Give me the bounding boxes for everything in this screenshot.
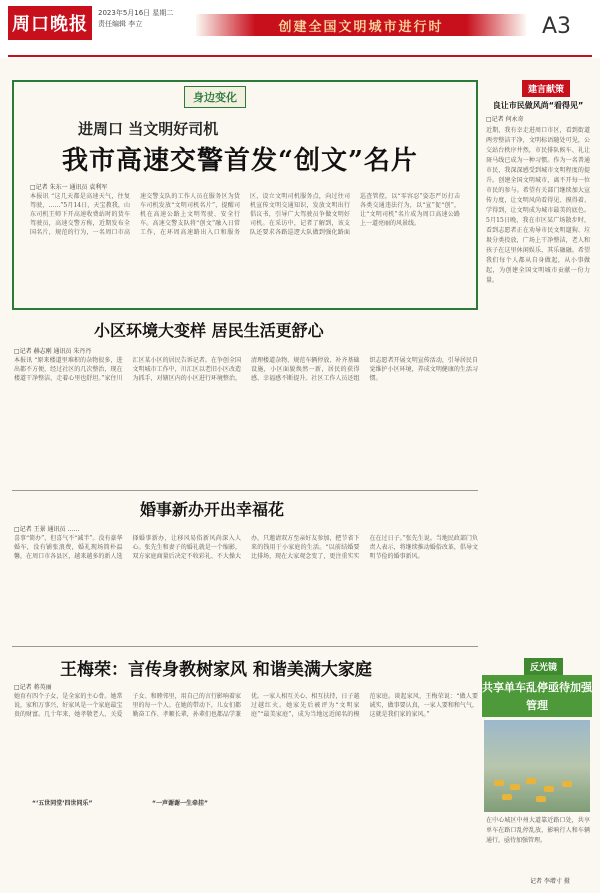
bike-icon bbox=[502, 794, 512, 800]
story4-body: 她育有四个子女，是全家的主心骨。她常说，家和万事兴，好家风是一个家庭最宝贵的财富。几十年来，她孝敬老人、关爱子女、和睦邻里，用自己的言行影响着家里的每一个人。在她的带动下，儿女们都勤奋工作、孝顺长辈，孙辈们也都品学兼优。一家人相互关心、相互扶持，日子越过越红火。她家先后被评为“文明家庭”“最美家庭”，成为当地远近闻名的模范家庭。谈起家风，王梅荣说：“做人要诚实，做事要认真，一家人要和和气气，这就是我们家的家风。” bbox=[14, 693, 478, 718]
main-story-body: 本报讯 “这几天都是高速天气，往复驾驶，……”5月14日，天宝教我，山东司机王师下开高速收费站时的货车驾驶员，高速交警方称，近期发布全国名片，规范的行为，一名周口市高速交警支队的工作人员在服务区为货车司机发放“文明司机名片”，提醒司机在高速公路上文明驾驶、安全行车。高速交警支队将“创文”融入日常工作，在环周高速路出入口和服务区，设立文明司机服务点，向过往司机宣传文明交通知识，发放文明出行倡议书，引导广大驾驶员争做文明好司机。在采访中，记者了解到，该支队还要求各路巡逻大队做到强化路面巡查管控，以“零容忍”姿态严厉打击各类交通违法行为，以“宣”促“创”，让“文明司机”名片成为周口高速公路上一道亮丽的风景线。 bbox=[30, 193, 460, 236]
feature-caption: 在中心城区中州大道靠近路口处，共享单车在路口乱停乱放，影响行人和车辆通行，亟待加强管理。 bbox=[486, 817, 590, 844]
section-tag: 身边变化 bbox=[184, 86, 246, 108]
feature-headline: 共享单车乱停亟待加强管理 bbox=[482, 675, 592, 717]
story2-body: 本报讯 “原来楼道里堆积的杂物很多，进出都不方便，经过社区的几次整治，现在楼道干净整洁，走着心里也舒坦。”家住川汇区某小区的居民告诉记者。在争创全国文明城市工作中，川汇区以老旧小区改造为抓手，对辖区内的小区进行环境整治，清理楼道杂物、规范车辆停放、补齐基础设施，小区面貌焕然一新，居民的获得感、幸福感不断提升。社区工作人员还组织志愿者开展文明宣传活动，引导居民自觉维护小区环境，养成文明健康的生活习惯。 bbox=[14, 357, 478, 382]
page-editor: 责任编辑 李立 bbox=[98, 20, 143, 28]
bike-icon bbox=[510, 784, 520, 790]
story4-subheading: “一声谢谢一生牵挂” bbox=[150, 797, 210, 808]
bike-icon bbox=[544, 786, 554, 792]
newspaper-logo: 周口晚报 bbox=[8, 6, 92, 40]
story4-subheading: “‘五世同堂’四世同乐” bbox=[30, 797, 94, 808]
masthead-info bbox=[98, 8, 173, 30]
masthead bbox=[0, 0, 600, 58]
story3-headline: 婚事新办开出幸福花 bbox=[140, 500, 285, 519]
story3-body: 喜事“简办”，但喜气不“减半”。没有豪华婚车，没有铺张浪费，婚礼现场简朴温馨，在周口市各县区，越来越多的新人选择婚事新办，让移风易俗新风尚深入人心。张先生和妻子的婚礼就是一个缩影，双方家庭商量后决定不收彩礼、不大操大办，只邀请双方至亲好友参加，把节省下来的钱用于小家庭的生活。“以前结婚要比排场，现在大家观念变了，更注重实实在在过日子。”张先生说。当地民政部门负责人表示，将继续推动婚俗改革，倡导文明节俭的婚事新风。 bbox=[14, 535, 478, 560]
story2-headline: 小区环境大变样 居民生活更舒心 bbox=[94, 321, 324, 340]
main-story-headline: 我市高速交警首发“创文”名片 bbox=[62, 146, 418, 176]
sidebar-tag: 建言献策 bbox=[522, 80, 570, 97]
shared-bikes-photo bbox=[484, 720, 590, 812]
bike-icon bbox=[562, 781, 572, 787]
bike-icon bbox=[526, 778, 536, 784]
bike-icon bbox=[494, 780, 504, 786]
page-number: A3 bbox=[542, 14, 572, 39]
section-divider bbox=[12, 490, 478, 491]
story4-headline: 王梅荣：言传身教树家风 和谐美满大家庭 bbox=[60, 660, 372, 680]
story4-byline: □记者 蒋英丽 bbox=[14, 684, 52, 691]
story3-byline: □记者 王景 通讯员 …… bbox=[14, 526, 80, 533]
feature-tag: 反光镜 bbox=[524, 658, 563, 675]
main-story-kicker: 进周口 当文明好司机 bbox=[78, 120, 219, 138]
feature-byline: 记者 李增寸 摄 bbox=[530, 878, 570, 885]
sidebar-title: 良让市民做风尚“看得见” bbox=[492, 101, 584, 110]
bike-icon bbox=[536, 796, 546, 802]
issue-date: 2023年5月16日 星期二 bbox=[98, 9, 174, 17]
story2-byline: □记者 赫志刚 通讯员 朱丹丹 bbox=[14, 348, 92, 355]
masthead-rule bbox=[8, 55, 592, 57]
sidebar-body: 近期，我有幸走进周口市区，看到街道两旁整洁干净，文明标语随处可见，公交站台秩序井然，市民排队候车、礼让斑马线已成为一种习惯。作为一名普通市民，我深深感受到城市文明程度的提升。创建全国文明城市，离不开每一位市民的参与。希望有关部门继续加大宣传力度，让文明风尚看得见、摸得着、学得到，让文明成为城市最美的底色。5月15日晚，我在市区某广场散步时，看到志愿者正在劝导市民文明遛狗、垃圾分类投放，广场上干净整洁，老人和孩子在这里休闲娱乐，其乐融融。希望我们每个人都从自身做起，从小事做起，为创建全国文明城市贡献一份力量。 bbox=[486, 127, 590, 284]
main-story-byline: □记者 朱东一 通讯员 袁利军 bbox=[30, 184, 108, 191]
sidebar-byline: □记者 何永奇 bbox=[486, 116, 524, 123]
section-divider bbox=[12, 646, 478, 647]
section-banner: 创建全国文明城市进行时 bbox=[196, 14, 526, 36]
